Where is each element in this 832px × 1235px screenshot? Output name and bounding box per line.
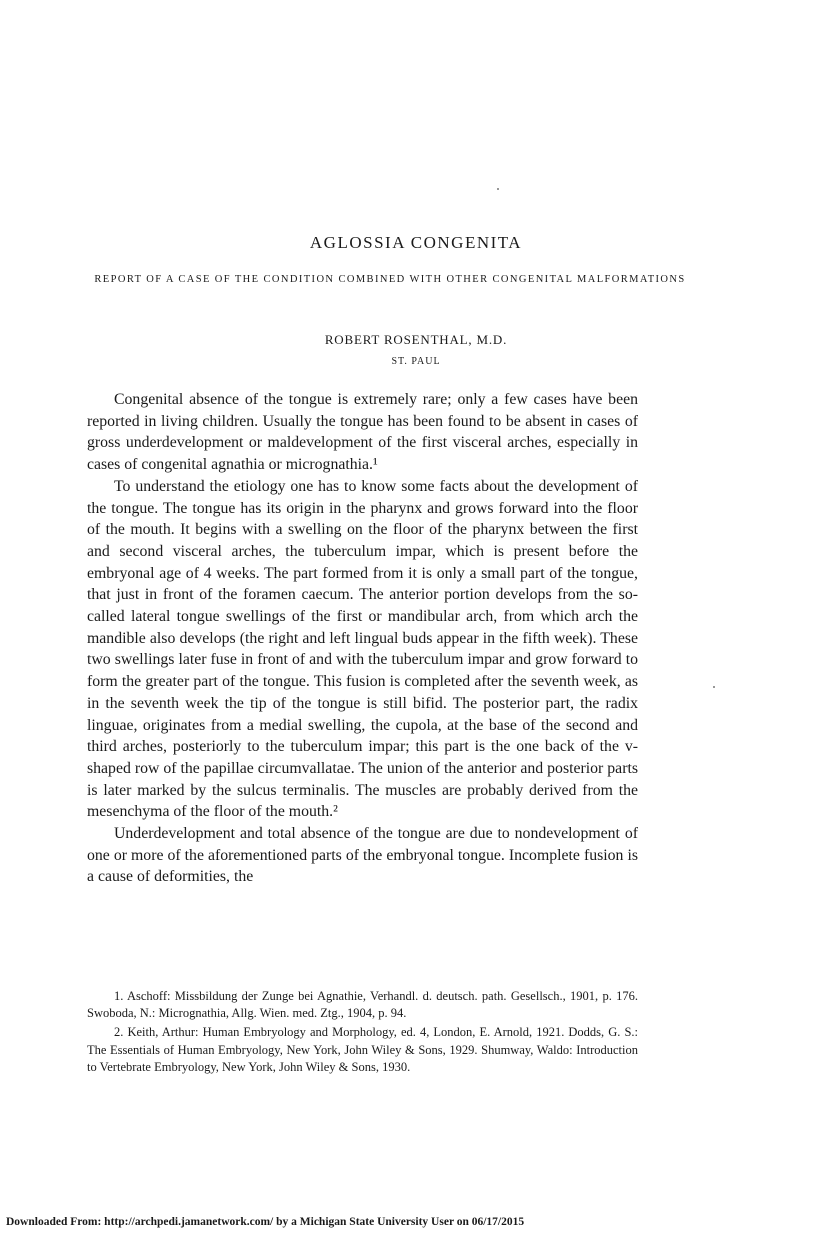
paragraph: To understand the etiology one has to know some facts about the development of the tongue. The tongue has its origin in the pharynx and grows forward into the floor of the mouth. It begins with a swelling on the floor of the pharynx between the first and second visceral arches, the tuberculum impar, which is present before the embryonal age of 4 weeks. The part formed from it is only a small part of the tongue, that just in front of the foramen caecum. The anterior portion develops from the so-called lateral tongue swellings of the first or mandibular arch, from which arch the mandible also develops (the right and left lingual buds appear in the fifth week). These two swellings later fuse in front of and with the tuberculum impar and grow forward to form the greater part of the tongue. This fusion is completed after the seventh week, as in the seventh week the tip of the tongue is still bifid. The posterior part, the radix linguae, originates from a medial swelling, the cupola, at the base of the second and third arches, posteriorly to the tuberculum impar; this part is the one back of the v-shaped row of the papillae circumvallatae. The union of the anterior and posterior parts is later marked by the sulcus terminalis. The muscles are probably derived from the mesenchyma of the floor of the mouth.² bbox=[87, 477, 638, 821]
footnote: 2. Keith, Arthur: Human Embryology and Morphology, ed. 4, London, E. Arnold, 1921. Dodds, G. S.: The Essentials of Human Embryology, New York, John Wiley & Sons, 1929. Shumway, Waldo: Introduction to Vertebrate Embryology, New York, John Wiley & Sons, 1930. bbox=[87, 1025, 638, 1074]
scan-speck bbox=[497, 188, 499, 190]
paragraph: Congenital absence of the tongue is extremely rare; only a few cases have been reported in living children. Usually the tongue has been found to be absent in cases of gross underdevelopment or maldevelopment of the first visceral arches, especially in cases of congenital agnathia or micrognathia.¹ bbox=[87, 391, 638, 474]
footnote: 1. Aschoff: Missbildung der Zunge bei Agnathie, Verhandl. d. deutsch. path. Gesellsch., 1901, p. 176. Swoboda, N.: Micrognathia, Allg. Wien. med. Ztg., 1904, p. 94. bbox=[87, 989, 638, 1021]
article-title: AGLOSSIA CONGENITA bbox=[309, 233, 523, 252]
scan-speck bbox=[713, 686, 715, 688]
article-subtitle: REPORT OF A CASE OF THE CONDITION COMBINED WITH OTHER CONGENITAL MALFORMATIONS bbox=[94, 274, 686, 285]
author-location: ST. PAUL bbox=[391, 356, 441, 367]
footnotes bbox=[87, 988, 638, 1078]
article-body bbox=[87, 389, 638, 888]
paragraph: Underdevelopment and total absence of the tongue are due to nondevelopment of one or more of the aforementioned parts of the embryonal tongue. Incomplete fusion is a cause of deformities, the bbox=[87, 825, 638, 886]
download-notice: Downloaded From: http://archpedi.jamanetwork.com/ by a Michigan State University User on 06/17/2015 bbox=[6, 1216, 525, 1228]
article-author: ROBERT ROSENTHAL, M.D. bbox=[324, 332, 508, 347]
